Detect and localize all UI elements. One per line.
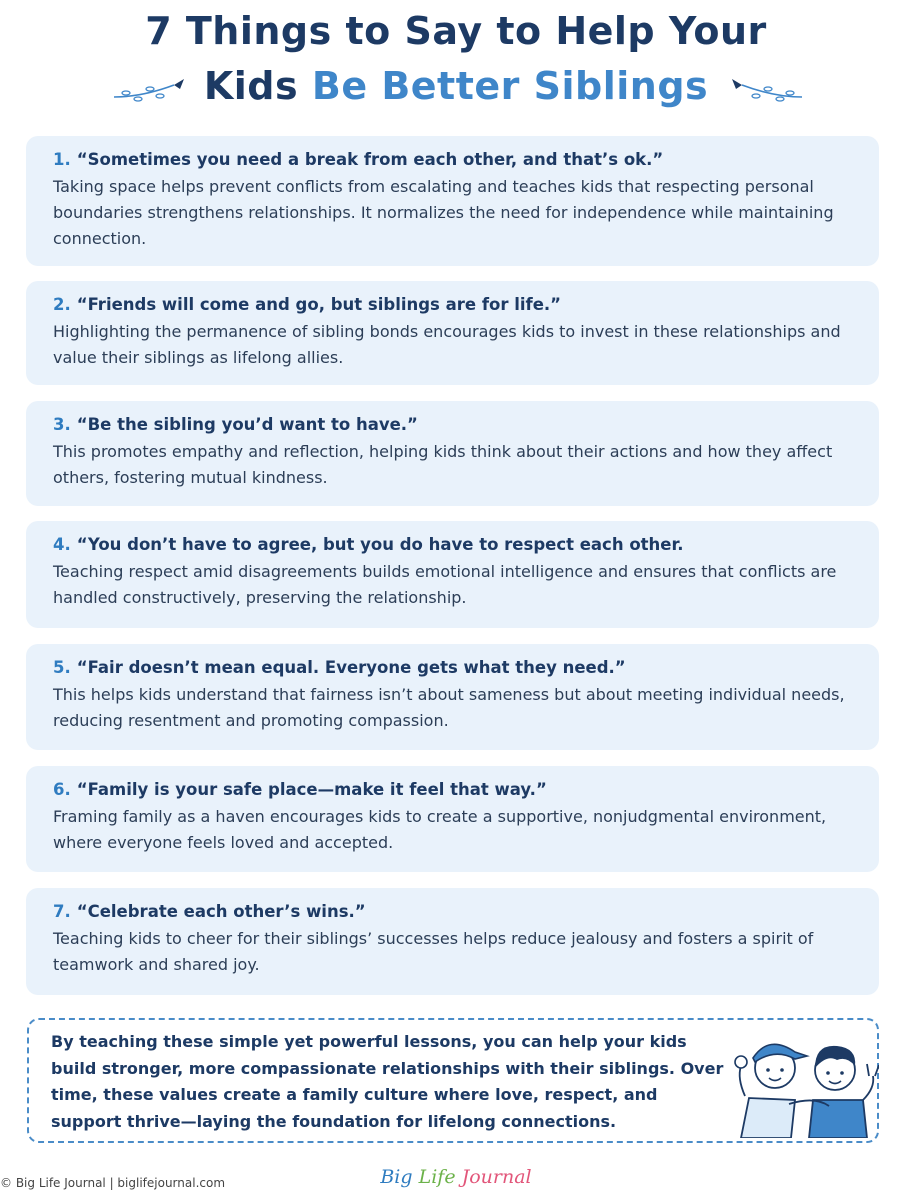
siblings-illustration-icon [729,1026,879,1138]
logo-word-3: Journal [461,1166,532,1188]
tip-card-6 [26,766,879,872]
tip-heading [53,778,853,802]
tip-card-1 [26,136,879,266]
summary-box [27,1018,879,1143]
page-title [0,4,912,114]
tip-body: This helps kids understand that fairness isn’t about sameness but about meeting individual needs, reducing resentment and promoting compassion. [53,685,845,730]
tip-number: 1. [53,150,71,169]
logo-word-1: Big [380,1166,419,1188]
logo-word-2: Life [418,1166,462,1188]
tip-body: Taking space helps prevent conflicts from escalating and teaches kids that respecting personal boundaries strengthens relationships. It normalizes the need for independence while maintaining connection. [53,177,834,248]
tip-quote: “Friends will come and go, but siblings are for life.” [76,295,562,314]
tip-heading [53,900,853,924]
tip-quote: “Celebrate each other’s wins.” [76,902,366,921]
tip-number: 3. [53,415,71,434]
tip-body: Highlighting the permanence of sibling bonds encourages kids to invest in these relationships and value their siblings as lifelong allies. [53,322,841,367]
tip-heading [53,148,853,172]
tip-card-3 [26,401,879,506]
right-sprig-icon [724,77,804,103]
tip-body: Teaching kids to cheer for their siblings’ successes helps reduce jealousy and fosters a spirit of teamwork and shared joy. [53,929,814,974]
tip-number: 4. [53,535,71,554]
tip-heading [53,656,853,680]
tip-quote: “Be the sibling you’d want to have.” [76,415,418,434]
tip-heading [53,533,853,557]
tip-number: 7. [53,902,71,921]
tip-number: 6. [53,780,71,799]
tip-body: Teaching respect amid disagreements builds emotional intelligence and ensures that conflicts are handled constructively, preserving the relationship. [53,562,837,607]
tip-heading [53,293,853,317]
brand-logo [0,1166,912,1188]
left-sprig-icon [112,77,192,103]
summary-text: By teaching these simple yet powerful lessons, you can help your kids build stronger, more compassionate relationships with their siblings. Over time, these values create a family culture where love, respect, and support thrive—laying the foundation for lifelong connections. [51,1032,724,1131]
tip-quote: “You don’t have to agree, but you do have to respect each other. [76,535,684,554]
tip-body: Framing family as a haven encourages kids to create a supportive, nonjudgmental environment, where everyone feels loved and accepted. [53,807,827,852]
tip-card-7 [26,888,879,995]
tip-quote: “Family is your safe place—make it feel that way.” [76,780,547,799]
title-line-1: 7 Things to Say to Help Your [145,9,767,53]
tip-card-4 [26,521,879,628]
tip-number: 5. [53,658,71,677]
title-kids: Kids [203,64,299,108]
tip-quote: “Fair doesn’t mean equal. Everyone gets what they need.” [76,658,626,677]
title-line-2 [204,59,708,114]
tip-body: This promotes empathy and reflection, helping kids think about their actions and how they affect others, fostering mutual kindness. [53,442,833,487]
title-accent: Be Better Siblings [311,64,709,108]
tip-card-5 [26,644,879,750]
tip-number: 2. [53,295,71,314]
tip-heading [53,413,853,437]
tip-quote: “Sometimes you need a break from each other, and that’s ok.” [76,150,664,169]
footer-copyright: © Big Life Journal | biglifejournal.com [0,1176,226,1190]
tip-card-2 [26,281,879,385]
